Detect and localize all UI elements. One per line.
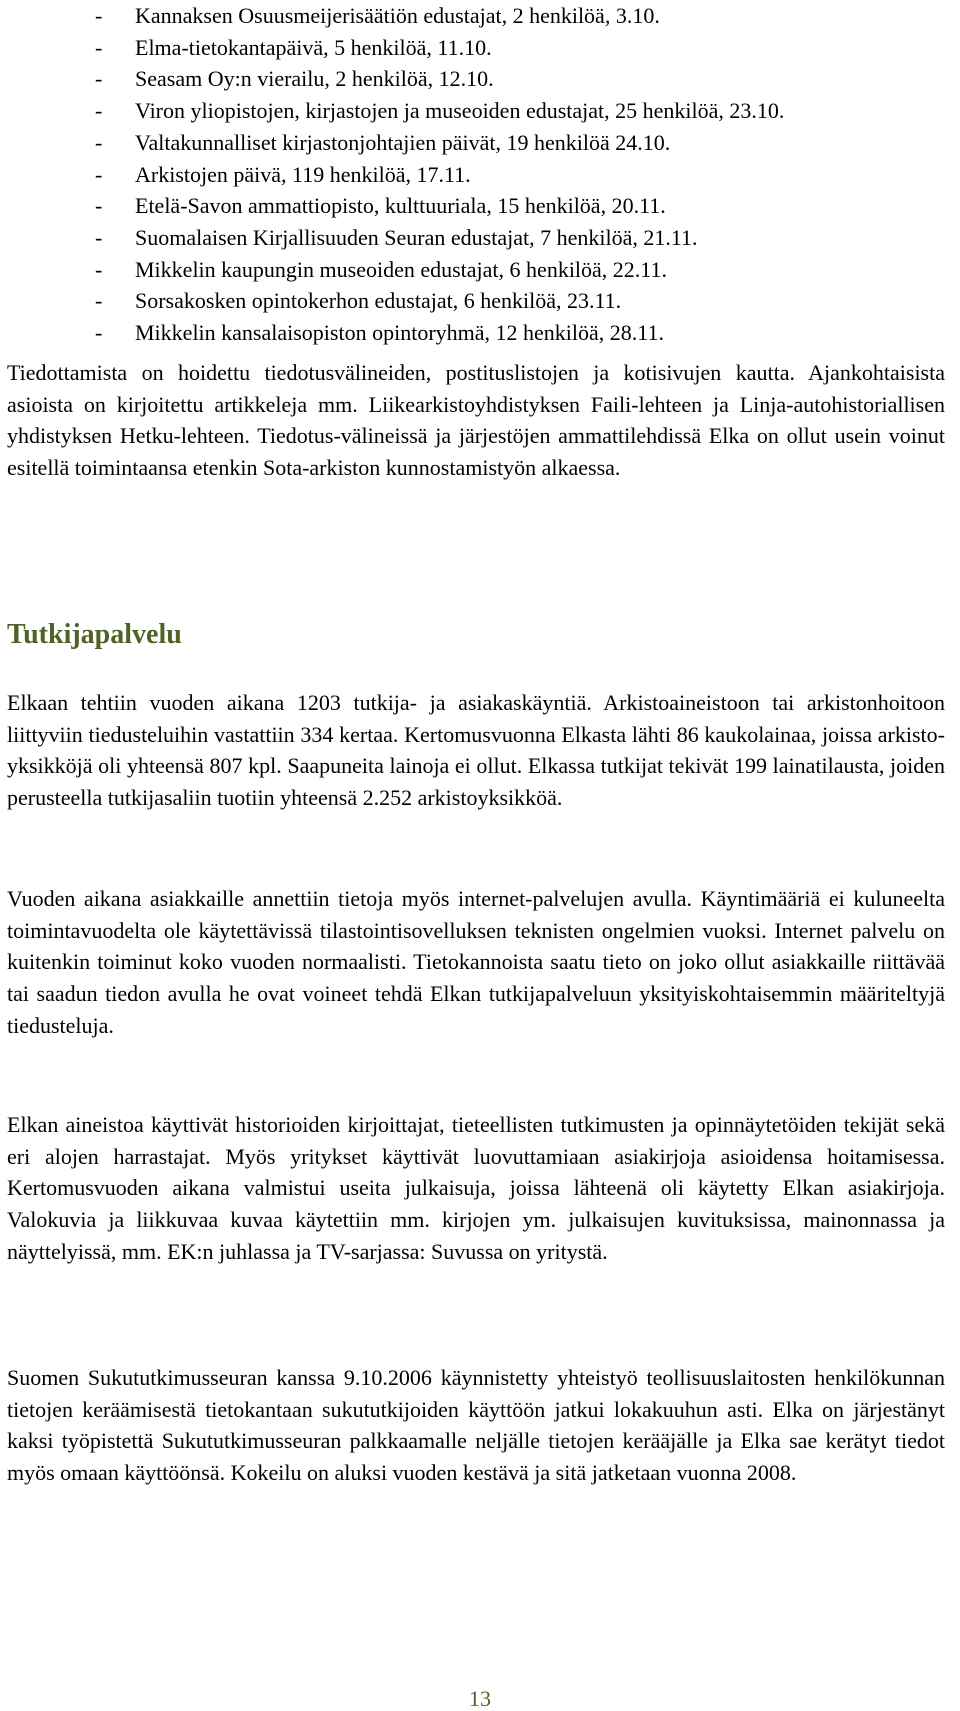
list-item: [7, 222, 945, 254]
list-item-text: Mikkelin kaupungin museoiden edustajat, 6 henkilöä, 22.11.: [135, 256, 667, 282]
list-dash: -: [95, 288, 103, 314]
list-item-text: Viron yliopistojen, kirjastojen ja museoiden edustajat, 25 henkilöä, 23.10.: [135, 98, 785, 124]
paragraph-researcher-visits: Elkaan tehtiin vuoden aikana 1203 tutkija- ja asiakaskäyntiä. Arkistoaineistoon tai arkistonhoitoon liittyviin tiedusteluihin vastattiin 334 kertaa. Kertomusvuonna Elkasta lähti 86 kaukolainaa, joissa arkisto-yksikköjä oli yhteensä 807 kpl. Saapuneita lainoja ei ollut. Elkassa tutkijat tekivät 199 lainatilausta, joiden perusteella tutkijasaliin tuotiin yhteensä 2.252 arkistoyksikköä.: [7, 690, 945, 811]
list-dash: -: [95, 34, 103, 60]
paragraph-internet-services: Vuoden aikana asiakkaille annettiin tietoja myös internet-palvelujen avulla. Käyntimääriä ei kuluneelta toimintavuodelta ole käytettävissä tilastointisovelluksen teknisten ongelmien vuoksi. Internet palvelu on kuitenkin toiminut koko vuoden normaalisti. Tietokannoista saatu tieto on joko ollut asiakkaille riittävää tai saadun tiedon avulla he ovat voineet tehdä Elkan tutkijapalveluun yksityiskohtaisemmin määriteltyjä tiedusteluja.: [7, 886, 945, 1038]
list-item-text: Sorsakosken opintokerhon edustajat, 6 henkilöä, 23.11.: [135, 288, 622, 314]
list-item: [7, 190, 945, 222]
section-heading: Tutkijapalvelu: [7, 619, 182, 650]
list-dash: -: [95, 320, 103, 346]
list-item: [7, 285, 945, 317]
list-item: [7, 254, 945, 286]
list-dash: -: [95, 129, 103, 155]
list-dash: -: [95, 193, 103, 219]
list-item-text: Kannaksen Osuusmeijerisäätiön edustajat, 2 henkilöä, 3.10.: [135, 3, 660, 28]
list-item-text: Arkistojen päivä, 119 henkilöä, 17.11.: [135, 161, 471, 187]
visit-list: [7, 0, 945, 349]
list-item: [7, 127, 945, 159]
list-item: [7, 159, 945, 191]
list-dash: -: [95, 224, 103, 250]
list-item-text: Suomalaisen Kirjallisuuden Seuran edustajat, 7 henkilöä, 21.11.: [135, 224, 698, 250]
list-item-text: Seasam Oy:n vierailu, 2 henkilöä, 12.10.: [135, 66, 494, 92]
paragraph-genealogy-cooperation: Suomen Sukututkimusseuran kanssa 9.10.2006 käynnistetty yhteistyö teollisuuslaitosten henkilökunnan tietojen keräämisestä tietokantaan sukututkijoiden käyttöön jatkui lokakuuhun asti. Elka on järjestänyt kaksi työpistettä Sukututkimusseuran palkkaamalle neljälle tietojen kerääjälle ja Elka sae kerätyt tiedot myös omaan käyttöönsä. Kokeilu on aluksi vuoden kestävä ja sitä jatketaan vuonna 2008.: [7, 1365, 945, 1486]
page-number: 13: [469, 1686, 491, 1711]
paragraph-communications: Tiedottamista on hoidettu tiedotusvälineiden, postituslistojen ja kotisivujen kautta. Ajankohtaisista asioista on kirjoitettu artikkeleja mm. Liikearkistoyhdistyksen Faili-lehteen ja Linja-autohistoriallisen yhdistyksen Hetku-lehteen. Tiedotus-välineissä ja järjestöjen ammattilehdissä Elka on ollut usein voinut esitellä toimintaansa etenkin Sota-arkiston kunnostamistyön alkaessa.: [7, 360, 945, 481]
list-item-text: Etelä-Savon ammattiopisto, kulttuuriala, 15 henkilöä, 20.11.: [135, 193, 666, 219]
list-dash: -: [95, 161, 103, 187]
list-item: [7, 32, 945, 64]
list-dash: -: [95, 98, 103, 124]
page-content: [7, 0, 945, 1486]
list-item-text: Valtakunnalliset kirjastonjohtajien päivät, 19 henkilöä 24.10.: [135, 129, 671, 155]
list-item: [7, 95, 945, 127]
list-dash: -: [95, 256, 103, 282]
list-dash: -: [95, 3, 103, 28]
list-dash: -: [95, 66, 103, 92]
list-item-text: Elma-tietokantapäivä, 5 henkilöä, 11.10.: [135, 34, 492, 60]
list-item: [7, 317, 945, 349]
paragraph-material-use: Elkan aineistoa käyttivät historioiden kirjoittajat, tieteellisten tutkimusten ja opinnäytetöiden tekijät sekä eri alojen harrastajat. Myös yritykset käyttivät luovuttamiaan asiakirjoja asioidensa hoitamisessa. Kertomusvuoden aikana valmistui useita julkaisuja, joissa lähteenä oli käytetty Elkan asiakirjoja. Valokuvia ja liikkuvaa kuvaa käytettiin mm. kirjojen ym. julkaisujen kuvituksissa, mainonnassa ja näyttelyissä, mm. EK:n juhlassa ja TV-sarjassa: Suvussa on yritystä.: [7, 1112, 945, 1264]
list-item: [7, 0, 945, 32]
list-item-text: Mikkelin kansalaisopiston opintoryhmä, 12 henkilöä, 28.11.: [135, 320, 664, 346]
list-item: [7, 63, 945, 95]
